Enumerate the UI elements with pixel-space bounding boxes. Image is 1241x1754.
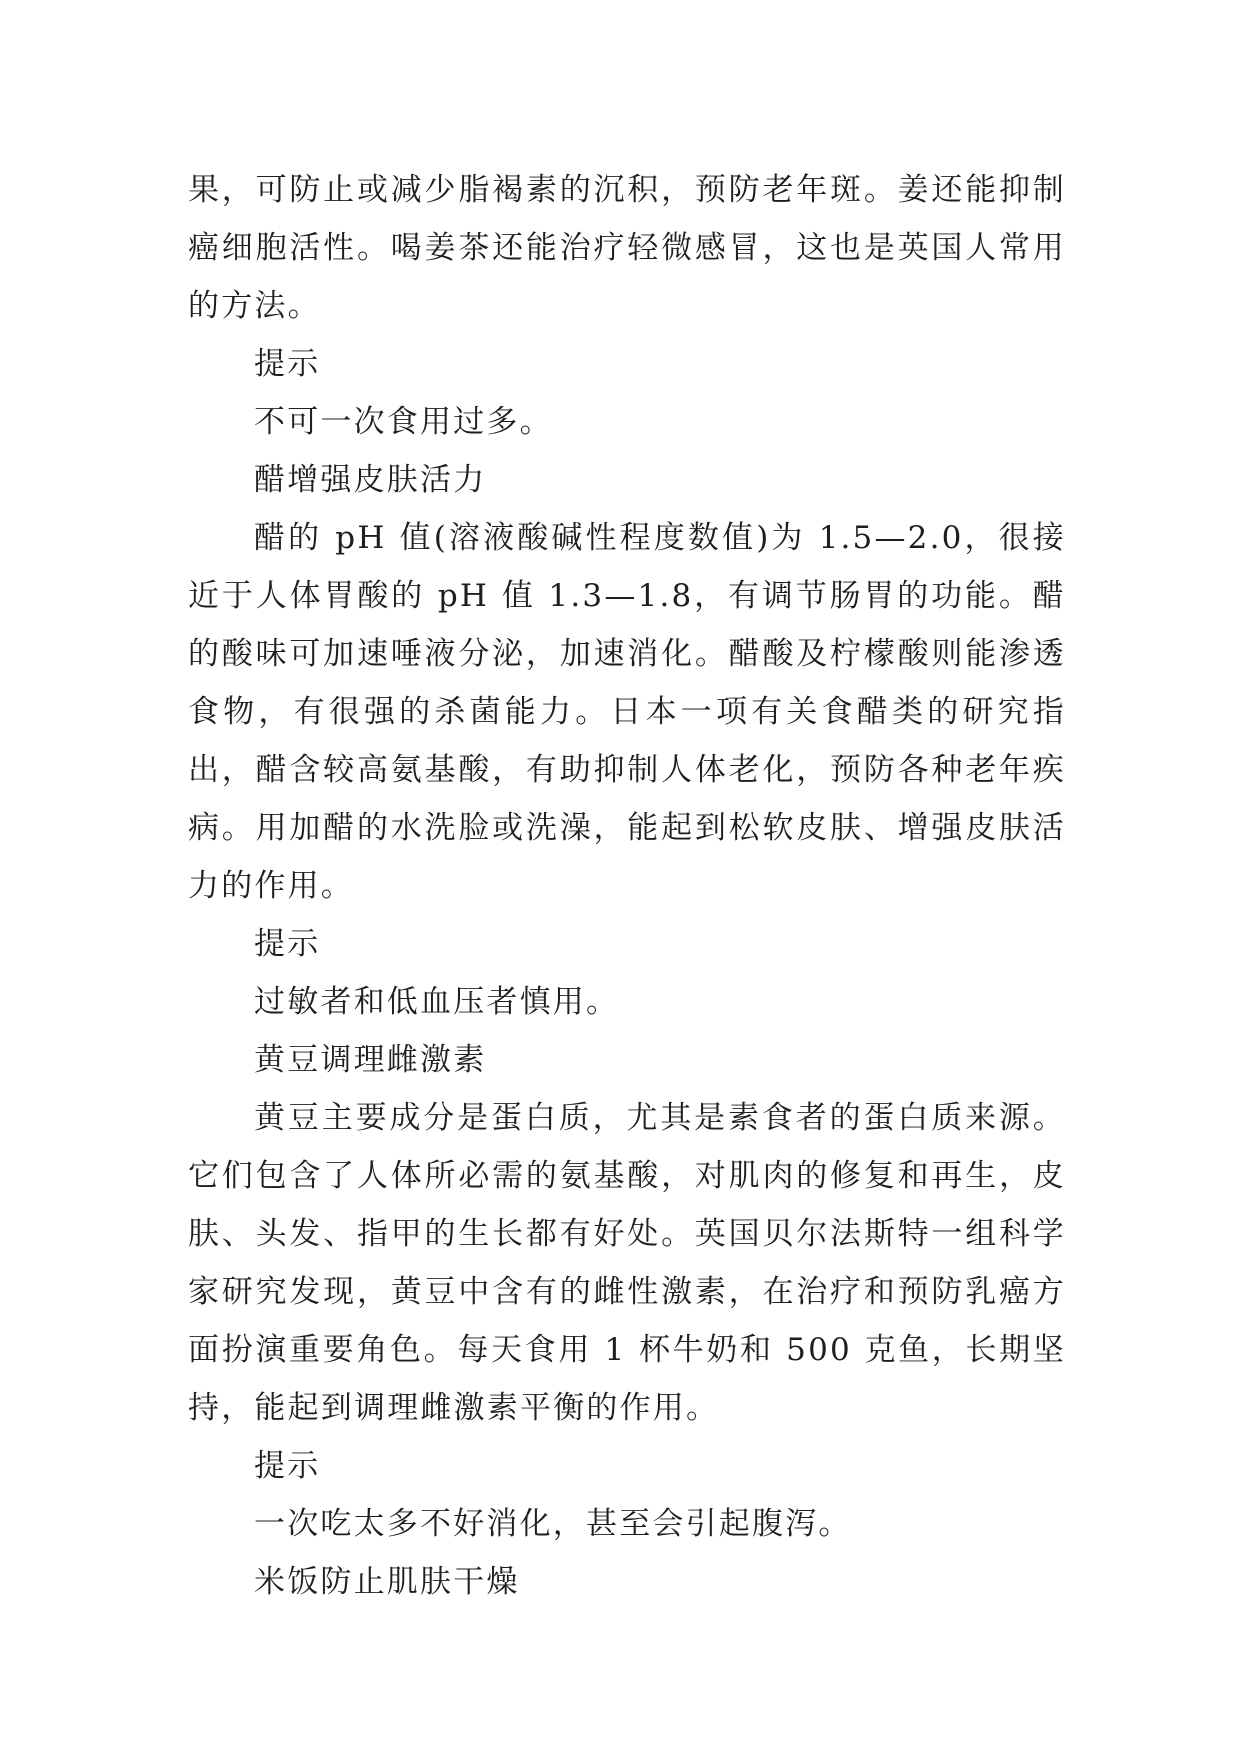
section-heading-vinegar: 醋增强皮肤活力 bbox=[254, 462, 487, 498]
section-heading-soybean: 黄豆调理雌激素 bbox=[254, 1042, 487, 1078]
paragraph-ginger-benefits-continued: 果，可防止或减少脂褐素的沉积，预防老年斑。姜还能抑制癌细胞活性。喝姜茶还能治疗轻微感冒，这也是英国人常用的方法。 bbox=[188, 172, 1066, 324]
tip-text: 不可一次食用过多。 bbox=[254, 404, 553, 440]
tip-text: 一次吃太多不好消化，甚至会引起腹泻。 bbox=[254, 1506, 852, 1542]
tip-heading: 提示 bbox=[254, 346, 321, 382]
paragraph-soybean: 黄豆主要成分是蛋白质，尤其是素食者的蛋白质来源。它们包含了人体所必需的氨基酸，对肌肉的修复和再生，皮肤、头发、指甲的生长都有好处。英国贝尔法斯特一组科学家研究发现，黄豆中含有的雌性激素，在治疗和预防乳癌方面扮演重要角色。每天食用 1 杯牛奶和 500 克鱼，长期坚持，能起到调理雌激素平衡的作用。 bbox=[188, 1100, 1066, 1426]
tip-text: 过敏者和低血压者慎用。 bbox=[254, 984, 620, 1020]
tip-heading: 提示 bbox=[254, 1448, 321, 1484]
section-heading-rice: 米饭防止肌肤干燥 bbox=[254, 1564, 520, 1600]
tip-heading: 提示 bbox=[254, 926, 321, 962]
document-body bbox=[188, 161, 1066, 1611]
paragraph-vinegar: 醋的 pH 值(溶液酸碱性程度数值)为 1.5—2.0，很接近于人体胃酸的 pH 值 1.3—1.8，有调节肠胃的功能。醋的酸味可加速唾液分泌，加速消化。醋酸及柠檬酸则能渗透食物，有很强的杀菌能力。日本一项有关食醋类的研究指出，醋含较高氨基酸，有助抑制人体老化，预防各种老年疾病。用加醋的水洗脸或洗澡，能起到松软皮肤、增强皮肤活力的作用。 bbox=[188, 520, 1066, 904]
